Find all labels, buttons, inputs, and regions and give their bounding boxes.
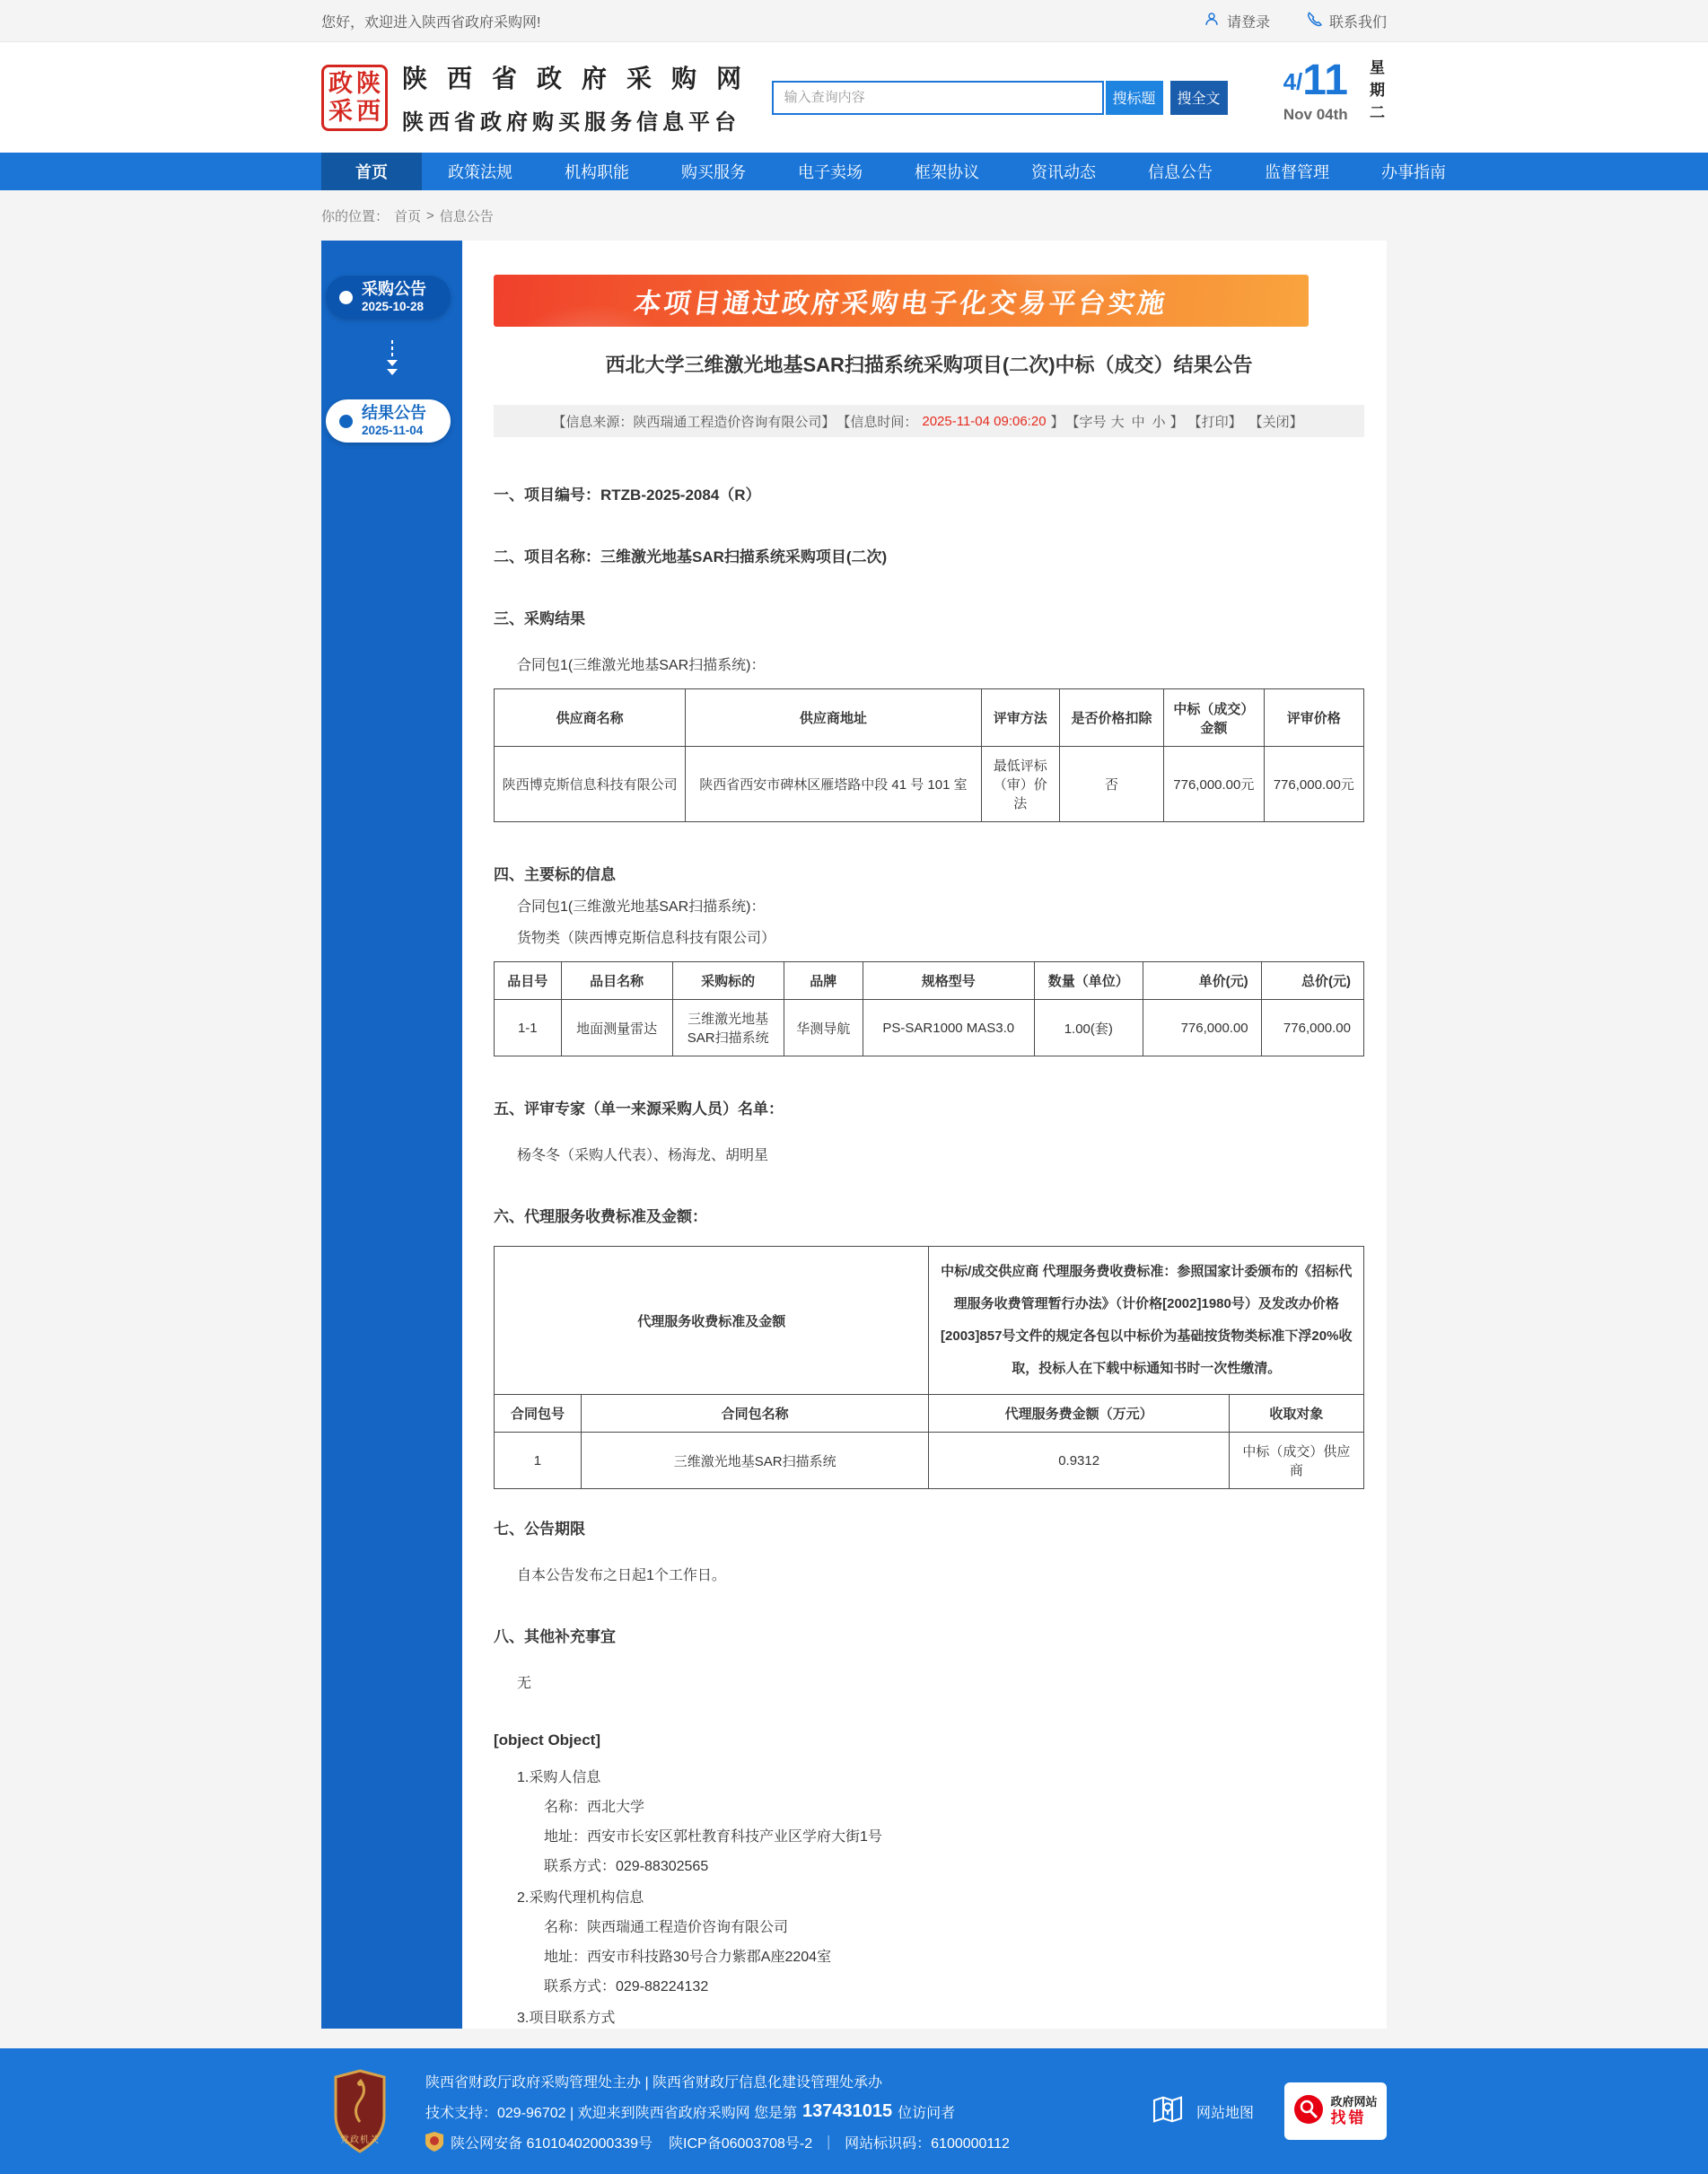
search-group [772, 81, 1228, 115]
close-link[interactable]: 【关闭】 [1248, 414, 1303, 430]
topbar [0, 0, 1708, 42]
table-header-cell: 代理服务费金额（万元） [929, 1395, 1229, 1433]
footer-right [1150, 2082, 1387, 2140]
error-badge-line2: 找错 [1330, 2108, 1367, 2126]
supplier-result-table [494, 688, 1364, 822]
site-titles [402, 59, 761, 136]
nav-item-policies[interactable]: 政策法规 [448, 163, 512, 181]
site-name: 陕西省政府采购网 [402, 65, 762, 92]
article-title: 西北大学三维激光地基SAR扫描系统采购项目(二次)中标（成交）结果公告 [605, 354, 1253, 376]
error-badge-line1: 政府网站 [1330, 2095, 1378, 2108]
table-row [495, 1247, 1364, 1395]
table-header-cell: 采购标的 [672, 962, 784, 1000]
greeting-text: 您好，欢迎进入陕西省政府采购网! [321, 14, 541, 31]
contact-group-title: 1.采购人信息 [517, 1770, 601, 1785]
print-link[interactable]: 【打印】 [1187, 414, 1242, 430]
table-cell: 最低评标（审）价法 [981, 747, 1059, 822]
section-agency-fee: 六、代理服务收费标准及金额： [494, 1208, 707, 1225]
date-weekday: 星期二 [1367, 58, 1384, 127]
timeline-sidebar [321, 241, 462, 2029]
footer [0, 2048, 1708, 2174]
nav-item-functions[interactable]: 机构职能 [565, 163, 629, 181]
breadcrumb-prefix: 你的位置： [321, 208, 390, 224]
contact-line: 地址：西安市长安区郭杜教育科技产业区学府大街1号 [544, 1829, 882, 1845]
font-size-medium-link[interactable]: 中 [1131, 414, 1145, 430]
font-size-small-link[interactable]: 小 [1152, 414, 1166, 430]
site-subtitle: 陕西省政府购买服务信息平台 [402, 110, 740, 135]
sitemap-label: 网站地图 [1196, 2105, 1254, 2121]
table-header-cell: 品目名称 [561, 962, 672, 1000]
section-main-items: 四、主要标的信息 [494, 866, 616, 883]
table-cell: 三维激光地基SAR扫描系统 [672, 1000, 784, 1056]
info-time-value: 2025-11-04 09:06:20 [922, 413, 1047, 429]
article-panel [462, 241, 1387, 2029]
table-header-cell: 评审方法 [981, 689, 1059, 747]
table-cell: 776,000.00元 [1164, 747, 1264, 822]
phone-icon [1306, 11, 1322, 31]
table-header-cell: 收取对象 [1229, 1395, 1363, 1433]
footer-separator: ｜ [821, 2135, 836, 2152]
section-notice-period: 七、公告期限 [494, 1521, 585, 1538]
table-cell: 华测导航 [784, 1000, 863, 1056]
section-project-number: 一、项目编号：RTZB-2025-2084（R） [494, 487, 761, 504]
header [0, 42, 1708, 153]
table-header-row [495, 689, 1364, 747]
article-info-bar [494, 405, 1364, 437]
section-inquiries: [object Object] [494, 1731, 601, 1749]
table-cell: PS-SAR1000 MAS3.0 [863, 1000, 1034, 1056]
table-header-cell: 合同包号 [495, 1395, 582, 1433]
footer-registration-line [425, 2132, 1010, 2152]
emblem-label: 党政机关 [340, 2135, 380, 2145]
item-detail-table [494, 961, 1364, 1056]
date-day: 11 [1302, 56, 1348, 104]
table-cell: 地面测量雷达 [561, 1000, 672, 1056]
agency-fee-table [494, 1246, 1364, 1489]
breadcrumb-home-link[interactable]: 首页 [394, 208, 422, 224]
platform-banner [494, 275, 1309, 327]
logo-char: 西 [356, 97, 381, 125]
visitor-suffix: 位访问者 [898, 2105, 956, 2121]
site-code: 网站标识码：6100000112 [845, 2135, 1010, 2152]
site-logo[interactable] [321, 65, 388, 131]
nav-item-guide[interactable]: 办事指南 [1381, 163, 1446, 181]
contract-package-line: 合同包1(三维激光地基SAR扫描系统)： [517, 658, 766, 673]
notice-period-text: 自本公告发布之日起1个工作日。 [517, 1568, 726, 1583]
table-header-row [495, 1395, 1364, 1433]
other-matters-text: 无 [517, 1676, 532, 1691]
table-cell: 中标（成交）供应商 [1229, 1433, 1363, 1489]
nav-item-purchase-services[interactable]: 购买服务 [681, 163, 746, 181]
contact-group-title: 3.项目联系方式 [517, 2011, 616, 2026]
map-icon [1150, 2091, 1186, 2132]
timeline-step-procurement-notice[interactable] [326, 276, 451, 319]
contact-link[interactable] [1306, 11, 1387, 31]
public-security-badge-icon [425, 2132, 443, 2152]
date-english: Nov 04th [1283, 105, 1348, 123]
table-cell: 1 [495, 1433, 582, 1489]
user-icon [1204, 11, 1220, 31]
font-size-close: 】 [1169, 414, 1184, 430]
footer-text-block [425, 2071, 1010, 2152]
login-label: 请登录 [1226, 14, 1270, 31]
support-text: 技术支持：029-96702 | 欢迎来到陕西省政府采购网 您是第 [425, 2105, 798, 2121]
date-prefix: 4/ [1283, 67, 1303, 95]
table-cell: 0.9312 [929, 1433, 1229, 1489]
logo-char: 陕 [356, 69, 381, 97]
fee-standard-desc-cell: 中标/成交供应商 代理服务费收费标准：参照国家计委颁布的《招标代理服务收费管理暂行办法》（计价格[2002]1980号）及发改办价格[2003]857号文件的规定各包以中标价为基础按货物类标准下浮20%收取，投标人在下载中标通知书时一次性缴清。 [929, 1247, 1364, 1395]
info-time-label: 【信息时间： [836, 414, 918, 430]
goods-category-line: 货物类（陕西博克斯信息科技有限公司） [517, 931, 776, 946]
step-date: 2025-11-04 [362, 423, 424, 437]
breadcrumb-separator: > [426, 207, 434, 224]
search-input[interactable] [772, 81, 1104, 115]
font-size-large-link[interactable]: 大 [1110, 414, 1125, 430]
table-row [495, 1000, 1364, 1056]
contact-line: 名称：陕西瑞通工程造价咨询有限公司 [544, 1920, 789, 1935]
step-date: 2025-10-28 [362, 299, 425, 313]
nav-item-framework[interactable]: 框架协议 [915, 163, 979, 181]
nav-item-supervision[interactable]: 监督管理 [1265, 163, 1329, 181]
login-link[interactable] [1204, 11, 1270, 31]
timeline-dot [339, 415, 353, 428]
step-label: 结果公告 [362, 404, 426, 423]
magnifier-icon [1293, 2094, 1324, 2129]
main-nav [0, 153, 1708, 190]
sitemap-link[interactable] [1150, 2091, 1254, 2132]
logo-char: 采 [328, 97, 353, 125]
table-row [495, 747, 1364, 822]
breadcrumb-current[interactable]: 信息公告 [439, 208, 494, 224]
logo-char: 政 [328, 69, 353, 97]
fee-standard-label-cell: 代理服务收费标准及金额 [495, 1247, 929, 1395]
table-header-cell: 数量（单位） [1034, 962, 1143, 1000]
table-header-cell: 品牌 [784, 962, 863, 1000]
breadcrumb [0, 190, 1708, 241]
table-header-cell: 供应商名称 [495, 689, 686, 747]
search-fulltext-button[interactable]: 搜全文 [1170, 81, 1228, 115]
table-header-cell: 中标（成交）金额 [1164, 689, 1264, 747]
contact-line: 名称：西北大学 [544, 1800, 645, 1815]
banner-text: 本项目通过政府采购电子化交易平台实施 [632, 289, 1169, 319]
content-footer-gap [0, 2029, 1708, 2048]
contact-line: 联系方式：029-88224132 [544, 1979, 709, 1994]
table-cell: 陕西省西安市碑林区雁塔路中段 41 号 101 室 [686, 747, 981, 822]
table-header-cell: 规格型号 [863, 962, 1034, 1000]
section-procurement-result: 三、采购结果 [494, 610, 585, 627]
table-cell: 陕西博克斯信息科技有限公司 [495, 747, 686, 822]
table-header-cell: 单价(元) [1143, 962, 1261, 1000]
nav-item-announcements[interactable]: 信息公告 [1148, 163, 1213, 181]
table-header-cell: 合同包名称 [581, 1395, 929, 1433]
table-row [495, 1433, 1364, 1489]
info-source: 【信息来源：陕西瑞通工程造价咨询有限公司】 [552, 414, 836, 430]
table-header-cell: 评审价格 [1264, 689, 1363, 747]
font-size-label: 【字号 [1065, 414, 1107, 430]
search-title-button[interactable]: 搜标题 [1106, 81, 1163, 115]
icp-number[interactable]: 陕ICP备06003708号-2 [669, 2135, 813, 2152]
content-area [0, 241, 1708, 2029]
section-project-name: 二、项目名称：三维激光地基SAR扫描系统采购项目(二次) [494, 548, 888, 565]
contact-label: 联系我们 [1328, 14, 1387, 31]
gov-site-error-report-badge[interactable] [1284, 2082, 1387, 2140]
party-government-emblem [334, 2069, 386, 2153]
step-label: 采购公告 [362, 280, 426, 299]
table-header-cell: 供应商地址 [686, 689, 981, 747]
section-other-matters: 八、其他补充事宜 [494, 1628, 616, 1645]
table-header-row [495, 962, 1364, 1000]
beian-number[interactable]: 陕公网安备 61010402000339号 [451, 2135, 653, 2152]
nav-item-news[interactable]: 资讯动态 [1031, 163, 1096, 181]
timeline-step-result-notice[interactable] [326, 399, 451, 443]
table-cell: 776,000.00 [1261, 1000, 1363, 1056]
info-time-close: 】 [1050, 414, 1064, 430]
contact-line: 联系方式：029-88302565 [544, 1859, 709, 1874]
table-cell: 1-1 [495, 1000, 562, 1056]
contact-line: 地址：西安市科技路30号合力紫郡A座2204室 [544, 1950, 832, 1965]
arrow-down-icon [321, 338, 462, 380]
table-header-cell: 总价(元) [1261, 962, 1363, 1000]
visitor-count: 137431015 [802, 2100, 893, 2121]
footer-support-line [425, 2101, 1010, 2122]
contract-package-line: 合同包1(三维激光地基SAR扫描系统)： [517, 899, 766, 915]
table-cell: 776,000.00元 [1264, 747, 1363, 822]
table-cell: 三维激光地基SAR扫描系统 [581, 1433, 929, 1489]
experts-list: 杨冬冬（采购人代表）、杨海龙、胡明星 [517, 1148, 769, 1163]
table-cell: 1.00(套) [1034, 1000, 1143, 1056]
table-cell: 776,000.00 [1143, 1000, 1261, 1056]
contact-group-title: 2.采购代理机构信息 [517, 1890, 644, 1906]
timeline-dot [339, 291, 353, 304]
table-cell: 否 [1059, 747, 1163, 822]
section-experts: 五、评审专家（单一来源采购人员）名单： [494, 1100, 784, 1118]
nav-item-home[interactable]: 首页 [321, 153, 422, 190]
topbar-right [1204, 11, 1387, 31]
nav-item-e-market[interactable]: 电子卖场 [798, 163, 863, 181]
footer-organizer-line: 陕西省财政厅政府采购管理处主办 | 陕西省财政厅信息化建设管理处承办 [425, 2074, 883, 2091]
table-header-cell: 是否价格扣除 [1059, 689, 1163, 747]
table-header-cell: 品目号 [495, 962, 562, 1000]
date-widget [1283, 56, 1387, 136]
